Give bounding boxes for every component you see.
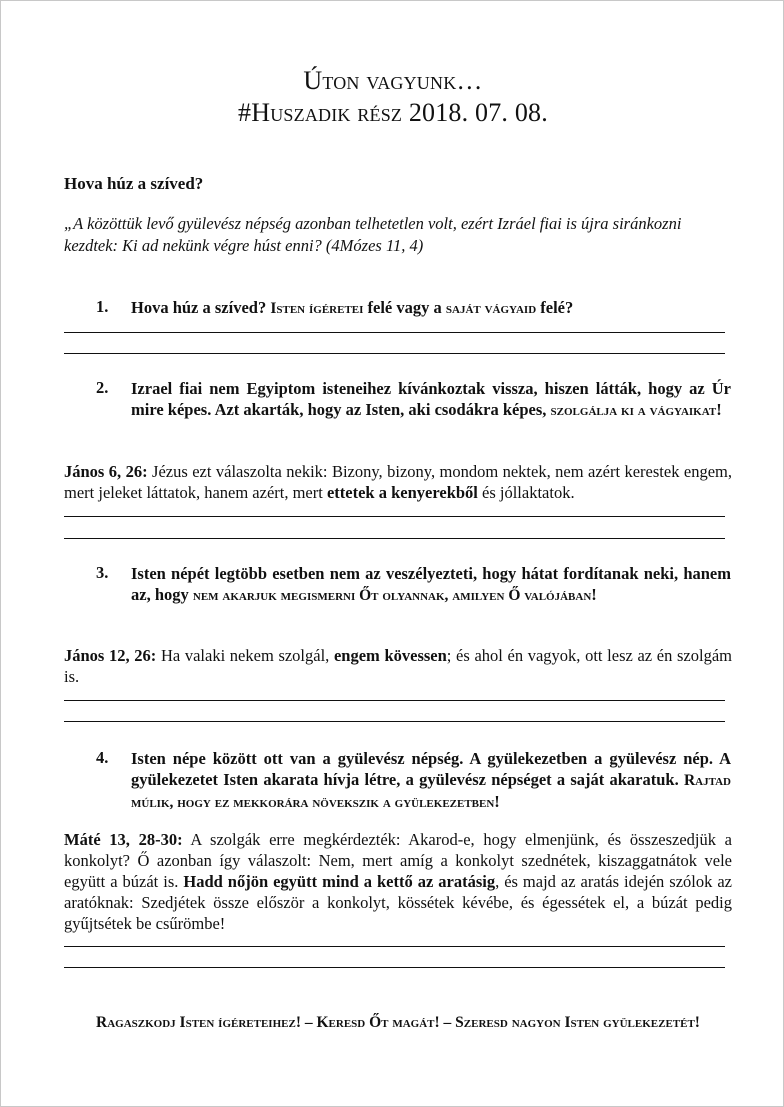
item-emphasis: saját vágyaid <box>445 300 537 317</box>
reference-emphasis: engem kövessen <box>333 646 447 665</box>
answer-line[interactable] <box>64 332 725 333</box>
answer-line[interactable] <box>64 700 725 701</box>
item-text: Isten népe között ott van a gyülevész népség. A gyülekezetben a gyülevész nép. A gyülekezetet Isten akarata hívja létre, a gyülevész népséget a saját akaratuk. <box>131 749 731 789</box>
answer-line[interactable] <box>64 721 725 722</box>
bible-reference-2 <box>64 645 732 687</box>
page-subtitle: #Huszadik rész 2018. 07. 08. <box>238 98 548 127</box>
reference-text: és jóllaktatok. <box>477 483 575 502</box>
item-emphasis: Isten ígéretei <box>270 300 364 317</box>
reference-emphasis: Hadd nőjön együtt mind a kettő az aratásig <box>183 872 496 891</box>
bible-reference-1 <box>64 461 732 503</box>
reference-label: János 6, 26: <box>64 462 148 481</box>
reference-label: Máté 13, 28-30: <box>64 830 183 849</box>
item-text: ! <box>591 585 597 604</box>
item-text: ! <box>494 792 500 811</box>
item-emphasis: nem akarjuk megismerni Őt olyannak, amilyen Ő valójában <box>192 587 592 604</box>
item-text: Izrael fiai nem Egyiptom isteneihez kívánkoztak vissza, hiszen látták, hogy az Úr mire képes. Azt akarták, hogy az Isten, aki csodákra képes, <box>131 379 731 419</box>
answer-line[interactable] <box>64 516 725 517</box>
reference-emphasis: ettetek a kenyerekből <box>326 483 478 502</box>
reference-text: Jézus ezt válaszolta nekik: Bizony, bizony, mondom nektek, nem azért kerestek engem, mert jeleket láttatok, hanem azért, mert <box>64 462 732 502</box>
answer-line[interactable] <box>64 538 725 539</box>
item-text: felé? <box>536 298 574 317</box>
item-number: 3. <box>96 563 109 582</box>
item-number: 1. <box>96 297 109 316</box>
item-text: ! <box>716 400 722 419</box>
item-text: Isten népét legtöbb esetben nem az veszélyezteti, hogy hátat fordítanak neki, hanem az, hogy <box>131 564 731 604</box>
footer-motto: Ragaszkodj Isten ígéreteihez! – Keresd Őt magát! – Szeresd nagyon Isten gyülekezetét! <box>96 1014 700 1031</box>
reference-text: ; és ahol én vagyok, ott lesz az én szolgám is. <box>64 646 732 686</box>
item-emphasis: szolgálja ki a vágyaikat <box>550 402 717 419</box>
item-text: Hova húz a szíved? <box>131 298 271 317</box>
question-item-4 <box>131 748 731 813</box>
answer-line[interactable] <box>64 353 725 354</box>
question-item-2 <box>131 378 731 421</box>
item-number: 2. <box>96 378 109 397</box>
reference-label: János 12, 26: <box>64 646 157 665</box>
question-item-1 <box>131 297 731 319</box>
reference-text: A szolgák erre megkérdezték: Akarod-e, hogy elmenjünk, és összeszedjük a konkolyt? Ő azonban így válaszolt: Nem, mert amíg a konkolyt szednétek, kiszaggatnátok vele együtt a búzát is. <box>64 830 732 891</box>
reference-text: Ha valaki nekem szolgál, <box>156 646 334 665</box>
answer-line[interactable] <box>64 967 725 968</box>
section-heading: Hova húz a szíved? <box>64 174 204 193</box>
answer-line[interactable] <box>64 946 725 947</box>
question-item-3 <box>131 563 731 606</box>
reference-text: , és majd az aratás idején szólok az aratóknak: Szedjétek össze először a konkolyt, kössétek kévébe, és égessétek el, a búzát pedig gyűjtsétek be csűrömbe! <box>64 872 732 933</box>
bible-reference-3 <box>64 829 732 934</box>
item-text: felé vagy a <box>363 298 446 317</box>
intro-quote: „A közöttük levő gyülevész népség azonban telhetetlen volt, ezért Izráel fiai is újra siránkozni kezdtek: Ki ad nekünk végre húst enni? (4Mózes 11, 4) <box>64 214 682 255</box>
page-title: Úton vagyunk… <box>303 66 483 95</box>
item-number: 4. <box>96 748 109 767</box>
item-emphasis: Rajtad múlik, hogy ez mekkorára növekszik a gyülekezetben <box>131 772 731 811</box>
